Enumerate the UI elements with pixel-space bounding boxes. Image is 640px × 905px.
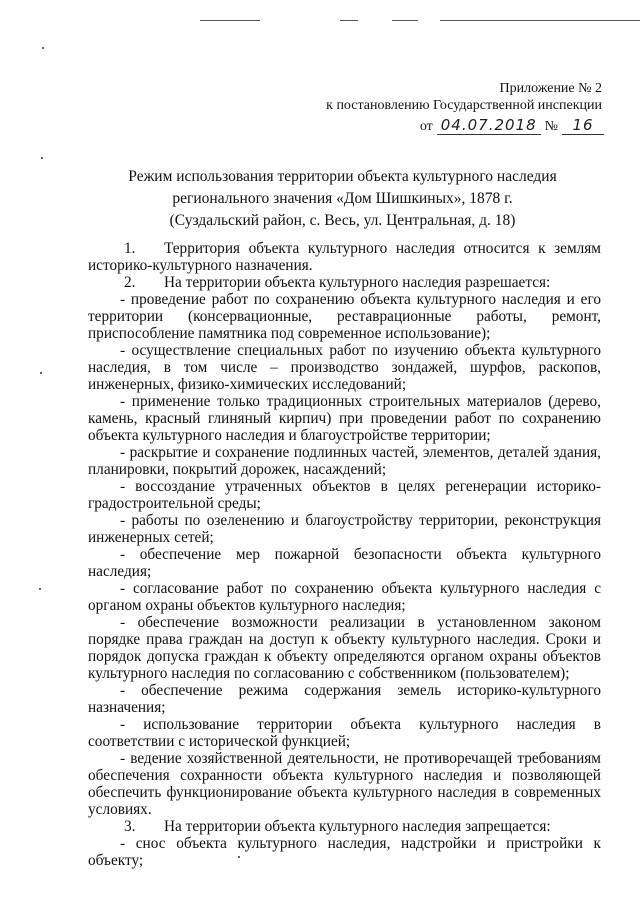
scan-artifact-line: [392, 20, 418, 21]
prohibited-item: - снос объекта культурного наследия, надстройки и пристройки к объекту;: [88, 835, 601, 869]
scan-artifact-line: [440, 20, 640, 21]
permitted-item: - воссоздание утраченных объектов в целях регенерации историко-градостроительной среды;: [88, 478, 601, 512]
permitted-item: - обеспечение возможности реализации в установленном законом порядке права граждан на доступ к объекту культурного наследия. Сроки и порядок допуска граждан к объекту определяются органом охраны объектов культурного наследия по согласованию с собственником (пользователем);: [88, 614, 601, 682]
scan-speck: [39, 588, 41, 590]
clause-3: [88, 818, 601, 835]
document-body: [88, 240, 601, 869]
handwritten-number: 16: [562, 116, 604, 135]
date-prefix: от: [419, 119, 433, 134]
title-line-1: Режим использования территории объекта культурного наследия: [128, 168, 557, 185]
clause-text: На территории объекта культурного наследия запрещается:: [164, 818, 551, 835]
permitted-item: - использование территории объекта культурного наследия в соответствии с исторической функцией;: [88, 716, 601, 750]
title-line-2: регионального значения «Дом Шишкиных», 1878 г.: [172, 190, 513, 207]
permitted-item: - обеспечение режима содержания земель историко-культурного назначения;: [88, 682, 601, 716]
clause-text: Территория объекта культурного наследия относится к землям историко-культурного назначения.: [88, 240, 601, 274]
permitted-item: - работы по озеленению и благоустройству территории, реконструкция инженерных сетей;: [88, 512, 601, 546]
permitted-item: - применение только традиционных строительных материалов (дерево, камень, красный глиняный кирпич) при проведении работ по сохранению объекта культурного наследия и благоустройстве территории;: [88, 393, 601, 444]
permitted-item: - проведение работ по сохранению объекта культурного наследия и его территории (консервационные, реставрационные работы, ремонт, приспособление памятника под современное использование);: [88, 291, 601, 342]
permitted-item: - раскрытие и сохранение подлинных частей, элементов, деталей здания, планировки, покрытий дорожек, насаждений;: [88, 444, 601, 478]
clause-number: 3.: [124, 818, 136, 835]
appendix-header: [326, 80, 602, 114]
scan-speck: [42, 47, 44, 49]
decree-date-line: [420, 116, 604, 135]
scan-speck: [40, 372, 42, 374]
permitted-item: - обеспечение мер пожарной безопасности объекта культурного наследия;: [88, 546, 601, 580]
permitted-item: - согласование работ по сохранению объекта культурного наследия с органом охраны объектов культурного наследия;: [88, 580, 601, 614]
appendix-reference: к постановлению Государственной инспекции: [326, 98, 602, 113]
number-prefix: №: [544, 119, 558, 134]
title-line-3: (Суздальский район, с. Весь, ул. Центральная, д. 18): [169, 212, 516, 229]
permitted-item: - осуществление специальных работ по изучению объекта культурного наследия, в том числе – производство зондажей, шурфов, раскопов, инженерных, физико-химических исследований;: [88, 342, 601, 393]
clause-2: [88, 274, 601, 291]
scan-artifact-line: [200, 20, 260, 21]
appendix-number: Приложение № 2: [499, 81, 602, 96]
scan-speck: [41, 157, 43, 159]
clause-1: [88, 240, 601, 274]
clause-number: 1.: [124, 240, 136, 257]
scan-artifact-line: [340, 20, 358, 21]
clause-number: 2.: [124, 274, 136, 291]
clause-text: На территории объекта культурного наследия разрешается:: [164, 274, 551, 291]
handwritten-date: 04.07.2018: [437, 116, 541, 135]
permitted-item: - ведение хозяйственной деятельности, не противоречащей требованиям обеспечения сохранности объекта культурного наследия и позволяющей обеспечить функционирование объекта культурного наследия в современных условиях.: [88, 750, 601, 818]
document-title: [80, 166, 605, 232]
